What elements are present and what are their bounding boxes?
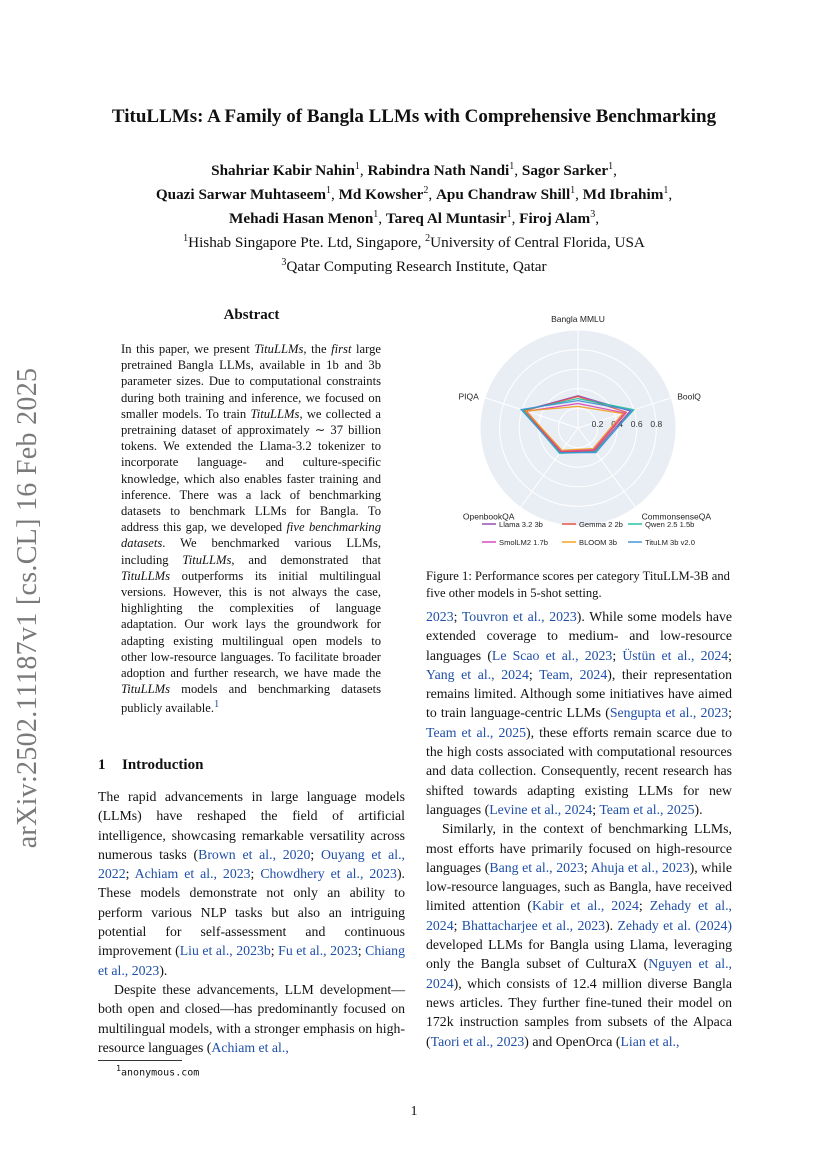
author-line-1: Shahriar Kabir Nahin$^1$, Rabindra Nath Nandi$^1$, Sagor Sarker$^1$, — [211, 161, 617, 180]
author-line-3: Mehadi Hasan Menon$^1$, Tareq Al Muntasir$^1$, Firoj Alam$^3$, — [229, 209, 599, 228]
intro-paragraph-2: Despite these advancements, LLM development—both open and closed—has predominantly focused on multilingual models, with a stronger emphasis on high-resource languages (Achiam et al., — [98, 981, 405, 1055]
citation-link[interactable]: Touvron et al., 2023 — [461, 609, 577, 624]
abstract-heading: Abstract — [223, 307, 280, 323]
citation-link[interactable]: Lian et al., — [620, 1033, 680, 1049]
citation-link[interactable]: Liu et al., 2023b — [179, 943, 271, 959]
citation-link[interactable]: Chiang et al., 2023 — [98, 943, 405, 978]
citation-link[interactable]: Achiam et al., — [211, 1039, 289, 1055]
radial-tick-label: 0.6 — [630, 419, 643, 429]
legend-entry: TituLM 3b v2.0 — [645, 538, 695, 547]
legend-entry: BLOOM 3b — [579, 538, 617, 547]
section-heading-introduction: 1 Introduction — [98, 757, 204, 773]
citation-link[interactable]: Yang et al., 2024 — [426, 666, 529, 682]
legend-entry: Llama 3.2 3b — [499, 520, 543, 529]
footnote-rule — [98, 1060, 182, 1061]
footnote-ref[interactable]: 1 — [214, 699, 220, 711]
citation-link[interactable]: Nguyen et al., 2024 — [426, 956, 732, 991]
citation-link[interactable]: Bang et al., 2023 — [489, 859, 584, 875]
axis-label: CommonsenseQA — [641, 511, 712, 522]
page-number: 1 — [410, 1104, 418, 1119]
radial-tick-label: 0.4 — [611, 419, 624, 429]
affiliation-line-1: $^1$Hishab Singapore Pte. Ltd, Singapore, $^2$University of Central Florida, USA — [183, 233, 645, 252]
citation-link[interactable]: Sengupta et al., 2023 — [609, 705, 729, 721]
citation-link[interactable]: Team et al., 2025 — [426, 724, 527, 740]
citation-link[interactable]: Brown et al., 2020 — [198, 846, 311, 862]
citation-link[interactable]: Ouyang et al., 2022 — [98, 846, 405, 882]
author-block — [60, 157, 768, 277]
citation-link[interactable]: Levine et al., 2024 — [489, 801, 593, 817]
intro-left-column — [98, 787, 405, 1057]
legend-entry: SmolLM2 1.7b — [499, 538, 548, 547]
citation-link[interactable]: 2023 — [426, 609, 454, 624]
abstract-text: In this paper, we present TituLLMs, the first large pretrained Bangla LLMs, available in 1b and 3b parameter sizes. Due to computational constraints during both training and inference, we focused on smaller models. To train TituLLMs, we collected a pretraining dataset of approximately ∼ 37 billion tokens. We extended the Llama-3.2 tokenizer to incorporate language- and culture-specific knowledge, which also enables faster training and inference. There was a lack of benchmarking datasets to benchmark LLMs for Bangla. To address this gap, we developed five benchmarking datasets. We benchmarked various LLMs, including TituLLMs, and demonstrated that TituLLMs outperforms its initial multilingual versions. However, this is not always the case, highlighting the complexities of language adaptation. Our work lays the groundwork for adapting existing multilingual open models to other low-resource languages. To facilitate broader adoption and further research, we have made the TituLLMs models and benchmarking datasets publicly available.$^1$ — [121, 342, 381, 716]
intro-right-paragraph-2: Similarly, in the context of benchmarking LLMs, most efforts have primarily focused on high-resource languages (Bang et al., 2023; Ahuja et al., 2023), while low-resource languages, such as Bangla, have received limited attention (Kabir et al., 2024; Zehady et al., 2024; Bhattacharjee et al., 2023). Zehady et al. (2024) developed LLMs for Bangla using Llama, leveraging only the Bangla subset of CulturaX (Nguyen et al., 2024), which consists of 12.4 million diverse Bangla news articles. They further fine-tuned their model on 172k instruction samples from subsets of the Alpaca (Taori et al., 2023) and OpenOrca (Lian et al., — [426, 821, 732, 1049]
legend-entry: Qwen 2.5 1.5b — [645, 520, 695, 529]
citation-link[interactable]: Le Scao et al., 2023 — [491, 647, 613, 663]
citation-link[interactable]: Bhattacharjee et al., 2023 — [461, 917, 606, 933]
axis-label: BoolQ — [677, 391, 701, 402]
citation-link[interactable]: Ahuja et al., 2023 — [590, 859, 690, 875]
axis-label: Bangla MMLU — [551, 314, 605, 324]
radar-chart — [426, 300, 732, 562]
citation-link[interactable]: Team et al., 2025 — [599, 801, 695, 817]
axis-label: OpenbookQA — [462, 511, 515, 522]
legend-entry: Gemma 2 2b — [579, 520, 623, 529]
citation-link[interactable]: Zehady et al. (2024) — [617, 917, 732, 933]
radial-tick-label: 0.2 — [591, 419, 604, 429]
citation-link[interactable]: Fu et al., 2023 — [278, 943, 358, 959]
citation-link[interactable]: Kabir et al., 2024 — [532, 898, 639, 914]
intro-right-paragraph-1: 2023; Touvron et al., 2023). While some models have extended coverage to medium- and low-resource languages (Le Scao et al., 2023; Üstün et al., 2024; Yang et al., 2024; Team, 2024), their representation remains limited. Although some initiatives have aimed to train language-centric LLMs (Sengupta et al., 2023; Team et al., 2025), these efforts remain scarce due to the high costs associated with computational resources and data collection. Consequently, recent research has shifted towards adapting existing LLMs for new languages (Levine et al., 2024; Team et al., 2025). — [426, 609, 733, 817]
paper-title: TituLLMs: A Family of Bangla LLMs with Comprehensive Benchmarking — [111, 106, 717, 127]
figure-caption: Figure 1: Performance scores per category TituLLM-3B and five other models in 5-shot setting. — [426, 569, 730, 600]
radial-tick-label: 0.8 — [650, 419, 663, 429]
intro-paragraph-1: The rapid advancements in large language models (LLMs) have reshaped the field of artificial intelligence, showcasing remarkable versatility across numerous tasks (Brown et al., 2020; Ouyang et al., 2022; Achiam et al., 2023; Chowdhery et al., 2023). These models demonstrate not only an ability to perform various NLP tasks but also an intriguing potential for self-assessment and continuous improvement (Liu et al., 2023b; Fu et al., 2023; Chiang et al., 2023). — [98, 789, 405, 978]
citation-link[interactable]: Chowdhery et al., 2023 — [260, 866, 397, 882]
citation-link[interactable]: Zehady et al., 2024 — [426, 898, 732, 933]
citation-link[interactable]: Üstün et al., 2024 — [622, 647, 729, 663]
intro-right-column — [426, 607, 732, 1051]
affiliation-line-2: $^3$Qatar Computing Research Institute, Qatar — [281, 257, 547, 276]
citation-link[interactable]: Team, 2024 — [539, 666, 608, 682]
footnote: $^1$anonymous.com — [116, 1063, 200, 1079]
axis-label: PIQA — [458, 391, 479, 402]
arxiv-stamp: arXiv:2502.11187v1 [cs.CL] 16 Feb 2025 — [12, 367, 43, 848]
footnote-link[interactable]: anonymous.com — [121, 1067, 200, 1079]
author-line-2: Quazi Sarwar Muhtaseem$^1$, Md Kowsher$^2$, Apu Chandraw Shill$^1$, Md Ibrahim$^1$, — [155, 185, 673, 204]
citation-link[interactable]: Taori et al., 2023 — [430, 1033, 525, 1049]
citation-link[interactable]: Achiam et al., 2023 — [134, 866, 251, 882]
